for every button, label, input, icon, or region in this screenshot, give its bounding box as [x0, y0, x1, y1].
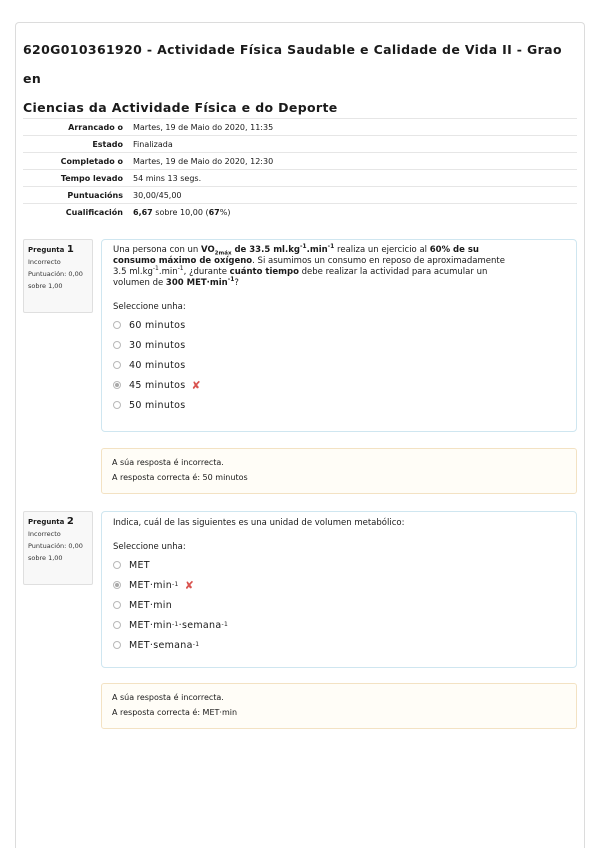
- radio-button[interactable]: [113, 561, 121, 569]
- question-number: Pregunta 1: [28, 244, 74, 255]
- question-score: Puntuación: 0,00 sobre 1,00: [28, 270, 83, 290]
- select-prompt: Seleccione unha:: [113, 302, 186, 312]
- summary-row: [23, 136, 577, 153]
- question-2-feedback: [101, 683, 577, 729]
- question-2-info: [23, 511, 93, 585]
- summary-label: Tempo levado: [23, 170, 129, 187]
- summary-row: [23, 204, 577, 221]
- summary-value: 54 mins 13 segs.: [129, 170, 577, 187]
- feedback-correct-answer: A resposta correcta é: 50 minutos: [112, 473, 248, 482]
- question-text: Una persona con un $VO_{2máx}$ de 33.5 $ml.kg^{-1}.\min^{-1}$ realiza un ejercicio al 60% de su consumo máximo de oxígeno. Si asumimos un consumo en reposo de aproximadamente 3.5 $ml.kg^{-1}.\min^{-1}$, ¿durante cuánto tiempo debe realizar la actividad para acumular un volumen de 300 $MET\cdot\min^{-1}$?: [113, 243, 505, 288]
- question-status: Incorrecto: [28, 258, 61, 266]
- answer-option-selected[interactable]: 45 minutos ✘: [113, 375, 565, 395]
- answer-option[interactable]: 50 minutos: [113, 395, 565, 415]
- feedback-result: A súa resposta é incorrecta.: [112, 693, 224, 702]
- x-mark-icon: ✘: [191, 378, 202, 392]
- answer-option[interactable]: 60 minutos: [113, 315, 565, 335]
- summary-value: 6,67 sobre 10,00 (67%): [129, 204, 577, 221]
- summary-value: Finalizada: [129, 136, 577, 153]
- summary-label: Arrancado o: [23, 119, 129, 136]
- summary-value: Martes, 19 de Maio do 2020, 11:35: [129, 119, 577, 136]
- radio-button-checked[interactable]: [113, 381, 121, 389]
- question-1-feedback: [101, 448, 577, 494]
- summary-row: [23, 153, 577, 170]
- answer-option[interactable]: MET·min -1 ·semana -1: [113, 615, 565, 635]
- question-text: Indica, cuál de las siguientes es una unidad de volumen metabólico:: [113, 518, 405, 528]
- radio-button[interactable]: [113, 321, 121, 329]
- answer-option[interactable]: 40 minutos: [113, 355, 565, 375]
- feedback-result: A súa resposta é incorrecta.: [112, 458, 224, 467]
- radio-button-checked[interactable]: [113, 581, 121, 589]
- radio-button[interactable]: [113, 341, 121, 349]
- summary-row: [23, 187, 577, 204]
- attempt-summary-table: [23, 118, 577, 220]
- question-score: Puntuación: 0,00 sobre 1,00: [28, 542, 83, 562]
- answer-option[interactable]: MET·semana -1: [113, 635, 565, 655]
- page-title: 620G010361920 - Actividade Física Saudable e Calidade de Vida II - Grao en Ciencias da Actividade Física e do Deporte: [23, 42, 562, 115]
- radio-button[interactable]: [113, 621, 121, 629]
- summary-label: Puntuacións: [23, 187, 129, 204]
- question-number: Pregunta 2: [28, 516, 74, 527]
- x-mark-icon: ✘: [184, 578, 195, 592]
- answer-option[interactable]: MET·min: [113, 595, 565, 615]
- radio-button[interactable]: [113, 601, 121, 609]
- summary-label: Estado: [23, 136, 129, 153]
- feedback-correct-answer: A resposta correcta é: MET·min: [112, 708, 238, 717]
- answer-option[interactable]: MET: [113, 555, 565, 575]
- answer-option-selected[interactable]: MET·min -1 ✘: [113, 575, 565, 595]
- select-prompt: Seleccione unha:: [113, 542, 186, 552]
- summary-value: Martes, 19 de Maio do 2020, 12:30: [129, 153, 577, 170]
- radio-button[interactable]: [113, 641, 121, 649]
- answer-options: [113, 315, 565, 415]
- question-1-body: [101, 239, 577, 432]
- summary-label: Completado o: [23, 153, 129, 170]
- question-1-info: [23, 239, 93, 313]
- summary-row: [23, 170, 577, 187]
- summary-label: Cualificación: [23, 204, 129, 221]
- question-2-body: [101, 511, 577, 668]
- answer-options: [113, 555, 565, 655]
- answer-option[interactable]: 30 minutos: [113, 335, 565, 355]
- radio-button[interactable]: [113, 361, 121, 369]
- radio-button[interactable]: [113, 401, 121, 409]
- question-status: Incorrecto: [28, 530, 61, 538]
- summary-value: 30,00/45,00: [129, 187, 577, 204]
- summary-row: [23, 119, 577, 136]
